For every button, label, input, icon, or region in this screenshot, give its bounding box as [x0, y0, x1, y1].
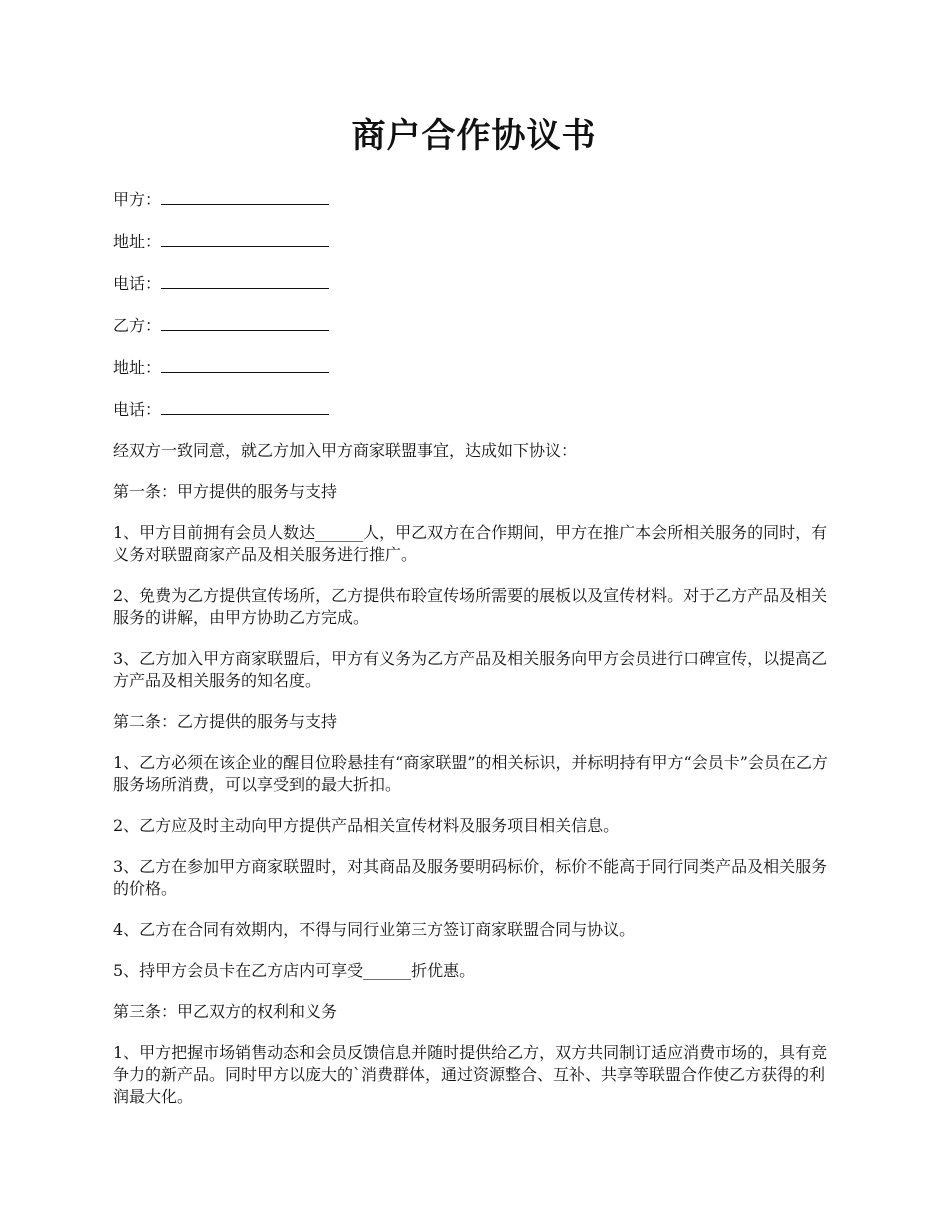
section-2-item-1: 1、乙方必须在该企业的醒目位聆悬挂有“商家联盟”的相关标识，并标明持有甲方“会员卡”会员在乙方服务场所消费，可以享受到的最大折扣。	[113, 753, 828, 794]
party-b-field	[113, 314, 835, 337]
party-a-phone-blank[interactable]	[161, 272, 329, 289]
field-label: 电话：	[113, 274, 162, 293]
party-b-phone-blank[interactable]	[161, 398, 329, 415]
intro-paragraph: 经双方一致同意，就乙方加入甲方商家联盟事宜，达成如下协议：	[113, 441, 578, 460]
field-label: 地址：	[113, 358, 162, 377]
field-label: 乙方：	[113, 316, 162, 335]
field-label: 地址：	[113, 232, 162, 251]
party-b-address-field	[113, 356, 835, 379]
party-b-blank[interactable]	[161, 314, 329, 331]
document-page	[113, 110, 835, 1127]
field-label: 电话：	[113, 400, 162, 419]
party-a-blank[interactable]	[161, 188, 329, 205]
section-1-item-1: 1、甲方目前拥有会员人数达______人，甲乙双方在合作期间，甲方在推广本会所相关服务的同时，有义务对联盟商家产品及相关服务进行推广。	[113, 523, 828, 564]
party-a-address-blank[interactable]	[161, 230, 329, 247]
section-1-item-2: 2、免费为乙方提供宣传场所，乙方提供布聆宣传场所需要的展板以及宣传材料。对于乙方产品及相关服务的讲解，由甲方协助乙方完成。	[113, 586, 828, 627]
document-title: 商户合作协议书	[351, 116, 597, 156]
section-2-item-2: 2、乙方应及时主动向甲方提供产品相关宣传材料及服务项目相关信息。	[113, 816, 620, 835]
section-1-heading: 第一条：甲方提供的服务与支持	[113, 482, 338, 501]
section-3-heading: 第三条：甲乙双方的权利和义务	[113, 1002, 338, 1021]
party-b-phone-field	[113, 398, 835, 421]
field-label: 甲方：	[113, 190, 162, 209]
section-2-heading: 第二条：乙方提供的服务与支持	[113, 712, 338, 731]
party-a-address-field	[113, 230, 835, 253]
party-a-phone-field	[113, 272, 835, 295]
section-1-item-3: 3、乙方加入甲方商家联盟后，甲方有义务为乙方产品及相关服务向甲方会员进行口碑宣传，以提高乙方产品及相关服务的知名度。	[113, 649, 828, 690]
section-2-item-5: 5、持甲方会员卡在乙方店内可享受______折优惠。	[113, 961, 476, 980]
section-2-item-3: 3、乙方在参加甲方商家联盟时，对其商品及服务要明码标价，标价不能高于同行同类产品及相关服务的价格。	[113, 857, 828, 898]
section-2-item-4: 4、乙方在合同有效期内，不得与同行业第三方签订商家联盟合同与协议。	[113, 920, 636, 939]
party-b-address-blank[interactable]	[161, 356, 329, 373]
section-3-item-1: 1、甲方把握市场销售动态和会员反馈信息并随时提供给乙方，双方共同制订适应消费市场的，具有竞争力的新产品。同时甲方以庞大的`消费群体，通过资源整合、互补、共享等联盟合作使乙方获得的利润最大化。	[113, 1043, 828, 1106]
party-a-field	[113, 188, 835, 211]
